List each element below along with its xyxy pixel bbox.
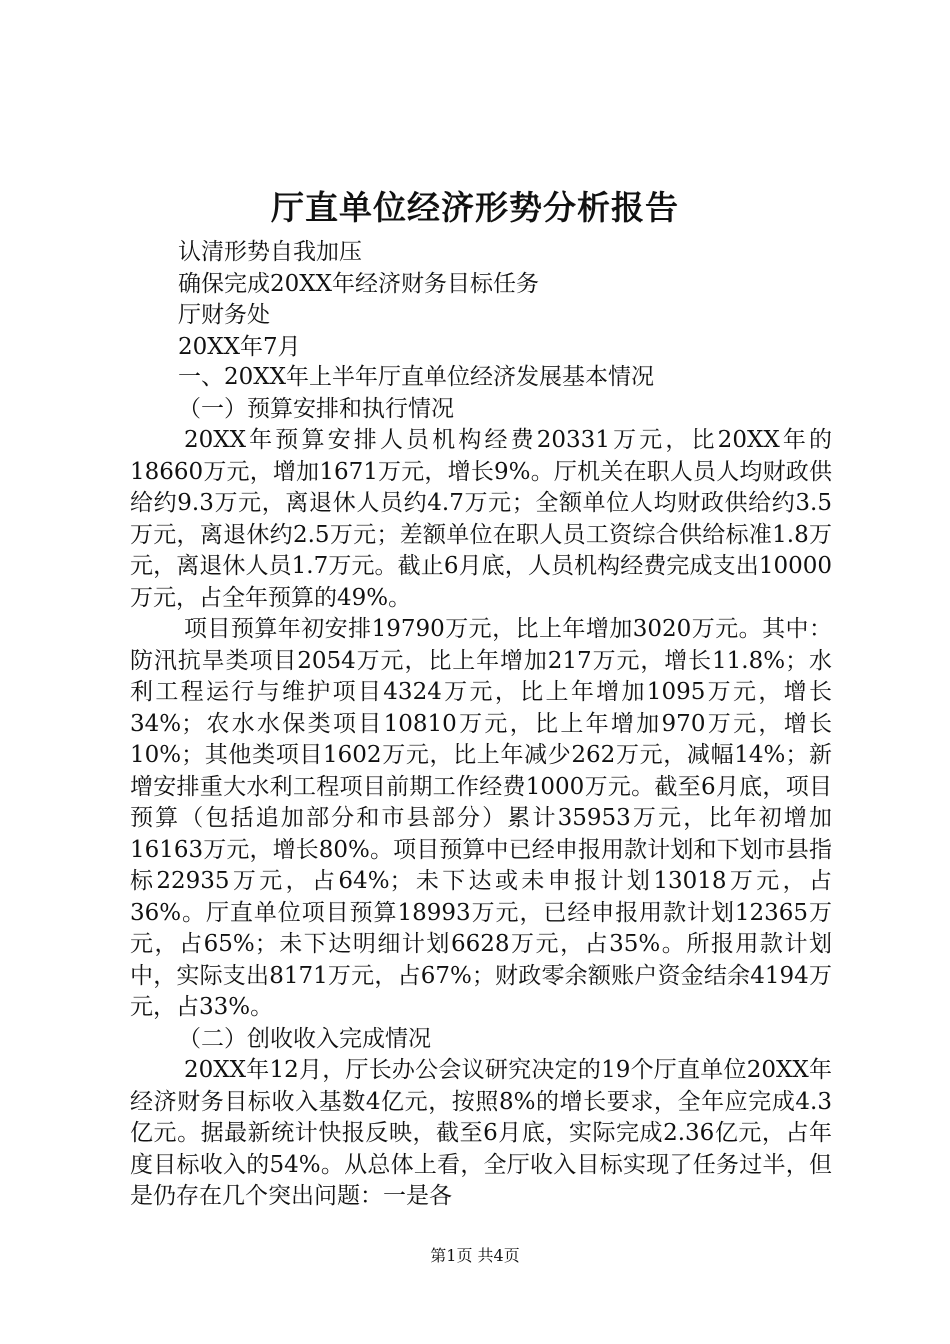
subsection-heading-2: （二）创收收入完成情况 [178,1025,431,1052]
document-meta [178,237,878,363]
document-body [130,362,832,1213]
paragraph-3: 20XX年12月，厅长办公会议研究决定的19个厅直单位20XX年经济财务目标收入基数4亿元，按照8%的增长要求，全年应完成4.3亿元。据最新统计快报反映，截至6月底，实际完成2.36亿元，占年度目标收入的54%。从总体上看，全厅收入目标实现了任务过半，但是仍存在几个突出问题：一是各 [130,1057,832,1209]
meta-date: 20XX年7月 [178,333,301,360]
meta-subtitle-1: 认清形势自我加压 [178,239,362,265]
document-title: 厅直单位经济形势分析报告 [271,188,679,227]
section-heading-1: 一、20XX年上半年厅直单位经济发展基本情况 [178,364,655,390]
page-footer: 第1页 共4页 [430,1246,520,1265]
meta-subtitle-2: 确保完成20XX年经济财务目标任务 [178,270,540,297]
paragraph-2: 项目预算年初安排19790万元，比上年增加3020万元。其中：防汛抗旱类项目2054万元，比上年增加217万元，增长11.8%；水利工程运行与维护项目4324万元，比上年增加1095万元，增长34%；农水水保类项目10810万元，比上年增加970万元，增长10%；其他类项目1602万元，比上年减少262万元，减幅14%；新增安排重大水利工程项目前期工作经费1000万元。截至6月底，项目预算（包括追加部分和市县部分）累计35953万元，比年初增加16163万元，增长80%。项目预算中已经申报用款计划和下划市县指标22935万元，占64%；未下达或未申报计划13018万元，占36%。厅直单位项目预算18993万元，已经申报用款计划12365万元，占65%；未下达明细计划6628万元，占35%。所报用款计划中，实际支出8171万元，占67%；财政零余额账户资金结余4194万元，占33%。 [130,616,832,1020]
meta-author: 厅财务处 [178,302,270,328]
paragraph-1: 20XX年预算安排人员机构经费20331万元，比20XX年的18660万元，增加1671万元，增长9%。厅机关在职人员人均财政供给约9.3万元，离退休人员约4.7万元；全额单位人均财政供给约3.5万元，离退休约2.5万元；差额单位在职人员工资综合供给标准1.8万元，离退休人员1.7万元。截止6月底，人员机构经费完成支出10000万元，占全年预算的49%。 [130,427,832,611]
subsection-heading-1: （一）预算安排和执行情况 [178,395,454,422]
